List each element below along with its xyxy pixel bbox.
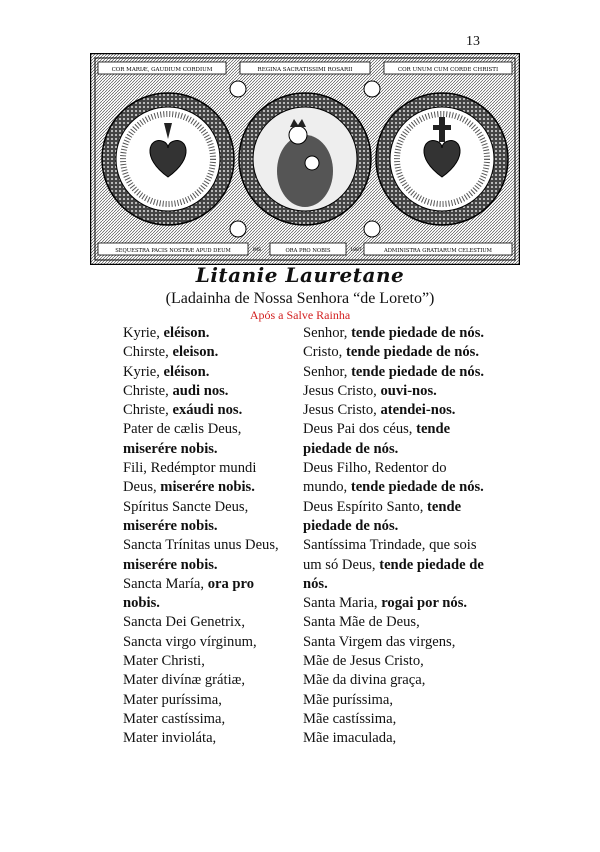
bold-response: exáudi nos. — [172, 402, 243, 419]
portuguese-line — [303, 556, 508, 575]
latin-line — [123, 536, 303, 555]
bold-response: audi nos. — [172, 382, 229, 399]
latin-line — [123, 594, 303, 613]
latin-line — [123, 517, 303, 536]
bold-response: nós. — [303, 575, 328, 592]
portuguese-line — [303, 652, 508, 671]
litany-title: Litanie Lauretane — [195, 263, 405, 287]
latin-line — [123, 459, 303, 478]
plain-text: Santa Virgem das virgens, — [303, 633, 456, 650]
portuguese-line — [303, 401, 508, 420]
plain-text: Mater invioláta, — [123, 730, 217, 747]
plain-text: Jesus Cristo, — [303, 382, 381, 399]
plain-text: Mater Christi, — [123, 653, 205, 670]
portuguese-line — [303, 594, 508, 613]
plain-text: Spíritus Sancte Deus, — [123, 498, 249, 515]
portuguese-column — [303, 324, 508, 749]
bold-response: atendei-nos. — [380, 402, 456, 419]
latin-line — [123, 363, 303, 382]
latin-line — [123, 498, 303, 517]
latin-line — [123, 556, 303, 575]
engraving-year: 1887 — [350, 248, 362, 253]
portuguese-line — [303, 710, 508, 729]
bold-response: eléison. — [163, 325, 210, 341]
medallion-left — [102, 93, 234, 225]
portuguese-line — [303, 382, 508, 401]
plain-text: mundo, — [303, 479, 351, 496]
plain-text: Deus, — [123, 479, 161, 496]
latin-line — [123, 652, 303, 671]
banner-top-right: COR UNUM CUM CORDE CHRISTI — [397, 67, 499, 73]
engraver-mark: IMS — [252, 248, 262, 253]
plain-text: Sancta virgo vírginum, — [123, 633, 257, 650]
latin-line — [123, 710, 303, 729]
bold-response: tende piedade de nós. — [351, 363, 485, 380]
plain-text: Mater puríssima, — [123, 691, 222, 708]
portuguese-line — [303, 575, 508, 594]
banner-top-center: REGINA SACRATISSIMI ROSARII — [257, 67, 353, 73]
portuguese-line — [303, 691, 508, 710]
plain-text: Mater divínæ grátiæ, — [123, 672, 246, 689]
latin-column — [123, 324, 303, 749]
litany-instruction: Após a Salve Rainha — [249, 308, 351, 322]
engraving-image — [90, 53, 520, 265]
plain-text: Kyrie, — [123, 325, 164, 341]
plain-text: Mãe da divina graça, — [303, 672, 426, 689]
plain-text: Mater castíssima, — [123, 710, 226, 727]
plain-text: Senhor, — [303, 363, 352, 380]
portuguese-line — [303, 343, 508, 362]
bold-response: ouvi-nos. — [380, 382, 437, 399]
plain-text: Mãe castíssima, — [303, 710, 397, 727]
bold-response: miserére nobis. — [123, 440, 218, 457]
latin-line — [123, 343, 303, 362]
bold-response: eléison. — [163, 363, 210, 380]
portuguese-line — [303, 478, 508, 497]
litany-subtitle: (Ladainha de Nossa Senhora “de Loreto”) — [165, 290, 435, 307]
latin-line — [123, 420, 303, 439]
portuguese-line — [303, 420, 508, 439]
bold-response: piedade de nós. — [303, 440, 399, 457]
banner-top-left: COR MARIÆ, GAUDIUM CORDIUM — [111, 67, 213, 73]
bold-response: miserére nobis. — [160, 479, 255, 496]
bold-response: tende — [427, 498, 462, 515]
portuguese-line — [303, 517, 508, 536]
banner-bottom-center: ORA PRO NOBIS — [285, 248, 331, 254]
bold-response: tende — [416, 421, 451, 438]
medallion-center — [239, 93, 371, 225]
plain-text: Mãe de Jesus Cristo, — [303, 653, 424, 670]
bold-response: piedade de nós. — [303, 517, 399, 534]
plain-text: Senhor, — [303, 325, 352, 341]
plain-text: Mãe imaculada, — [303, 730, 397, 747]
bold-response: tende piedade de nós. — [345, 344, 479, 361]
latin-line — [123, 324, 303, 343]
banner-bottom-left: SEQUESTRA PACIS NOSTRÆ APUD DEUM — [115, 248, 231, 254]
latin-line — [123, 575, 303, 594]
latin-line — [123, 691, 303, 710]
plain-text: Jesus Cristo, — [303, 402, 381, 419]
plain-text: Chirste, — [123, 344, 173, 361]
bold-response: tende piedade de — [379, 556, 484, 573]
portuguese-line — [303, 729, 508, 748]
plain-text: Mãe puríssima, — [303, 691, 393, 708]
plain-text: Pater de cælis Deus, — [123, 421, 242, 438]
portuguese-line — [303, 459, 508, 478]
portuguese-line — [303, 498, 508, 517]
plain-text: Fili, Redémptor mundi — [123, 460, 257, 477]
latin-line — [123, 440, 303, 459]
plain-text: Cristo, — [303, 344, 346, 361]
latin-line — [123, 671, 303, 690]
portuguese-line — [303, 536, 508, 555]
page-number: 13 — [466, 34, 480, 49]
medallion-right — [376, 93, 508, 225]
plain-text: Deus Filho, Redentor do — [303, 460, 447, 477]
bold-response: miserére nobis. — [123, 517, 218, 534]
bold-response: tende piedade de nós. — [351, 325, 485, 341]
portuguese-line — [303, 671, 508, 690]
plain-text: Santa Mãe de Deus, — [303, 614, 420, 631]
plain-text: Sancta María, — [123, 575, 208, 592]
banner-bottom-right: ADMINISTRA GRATIARUM CELESTIUM — [384, 248, 492, 254]
latin-line — [123, 382, 303, 401]
plain-text: Deus Pai dos céus, — [303, 421, 417, 438]
plain-text: Santíssima Trindade, que sois — [303, 537, 477, 554]
bold-response: eleison. — [172, 344, 219, 361]
plain-text: Sancta Dei Genetrix, — [123, 614, 245, 631]
plain-text: Christe, — [123, 402, 173, 419]
plain-text: Santa Maria, — [303, 595, 382, 612]
latin-line — [123, 729, 303, 748]
plain-text: um só Deus, — [303, 556, 380, 573]
bold-response: ora pro — [207, 575, 255, 592]
plain-text: Sancta Trínitas unus Deus, — [123, 537, 279, 554]
latin-line — [123, 401, 303, 420]
portuguese-line — [303, 613, 508, 632]
latin-line — [123, 613, 303, 632]
bold-response: miserére nobis. — [123, 556, 218, 573]
plain-text: Kyrie, — [123, 363, 164, 380]
plain-text: Christe, — [123, 382, 173, 399]
bold-response: rogai por nós. — [381, 595, 468, 612]
portuguese-line — [303, 324, 508, 343]
portuguese-line — [303, 440, 508, 459]
latin-line — [123, 478, 303, 497]
portuguese-line — [303, 633, 508, 652]
portuguese-line — [303, 363, 508, 382]
bold-response: nobis. — [123, 595, 160, 612]
latin-line — [123, 633, 303, 652]
plain-text: Deus Espírito Santo, — [303, 498, 428, 515]
bold-response: tende piedade de nós. — [350, 479, 484, 496]
